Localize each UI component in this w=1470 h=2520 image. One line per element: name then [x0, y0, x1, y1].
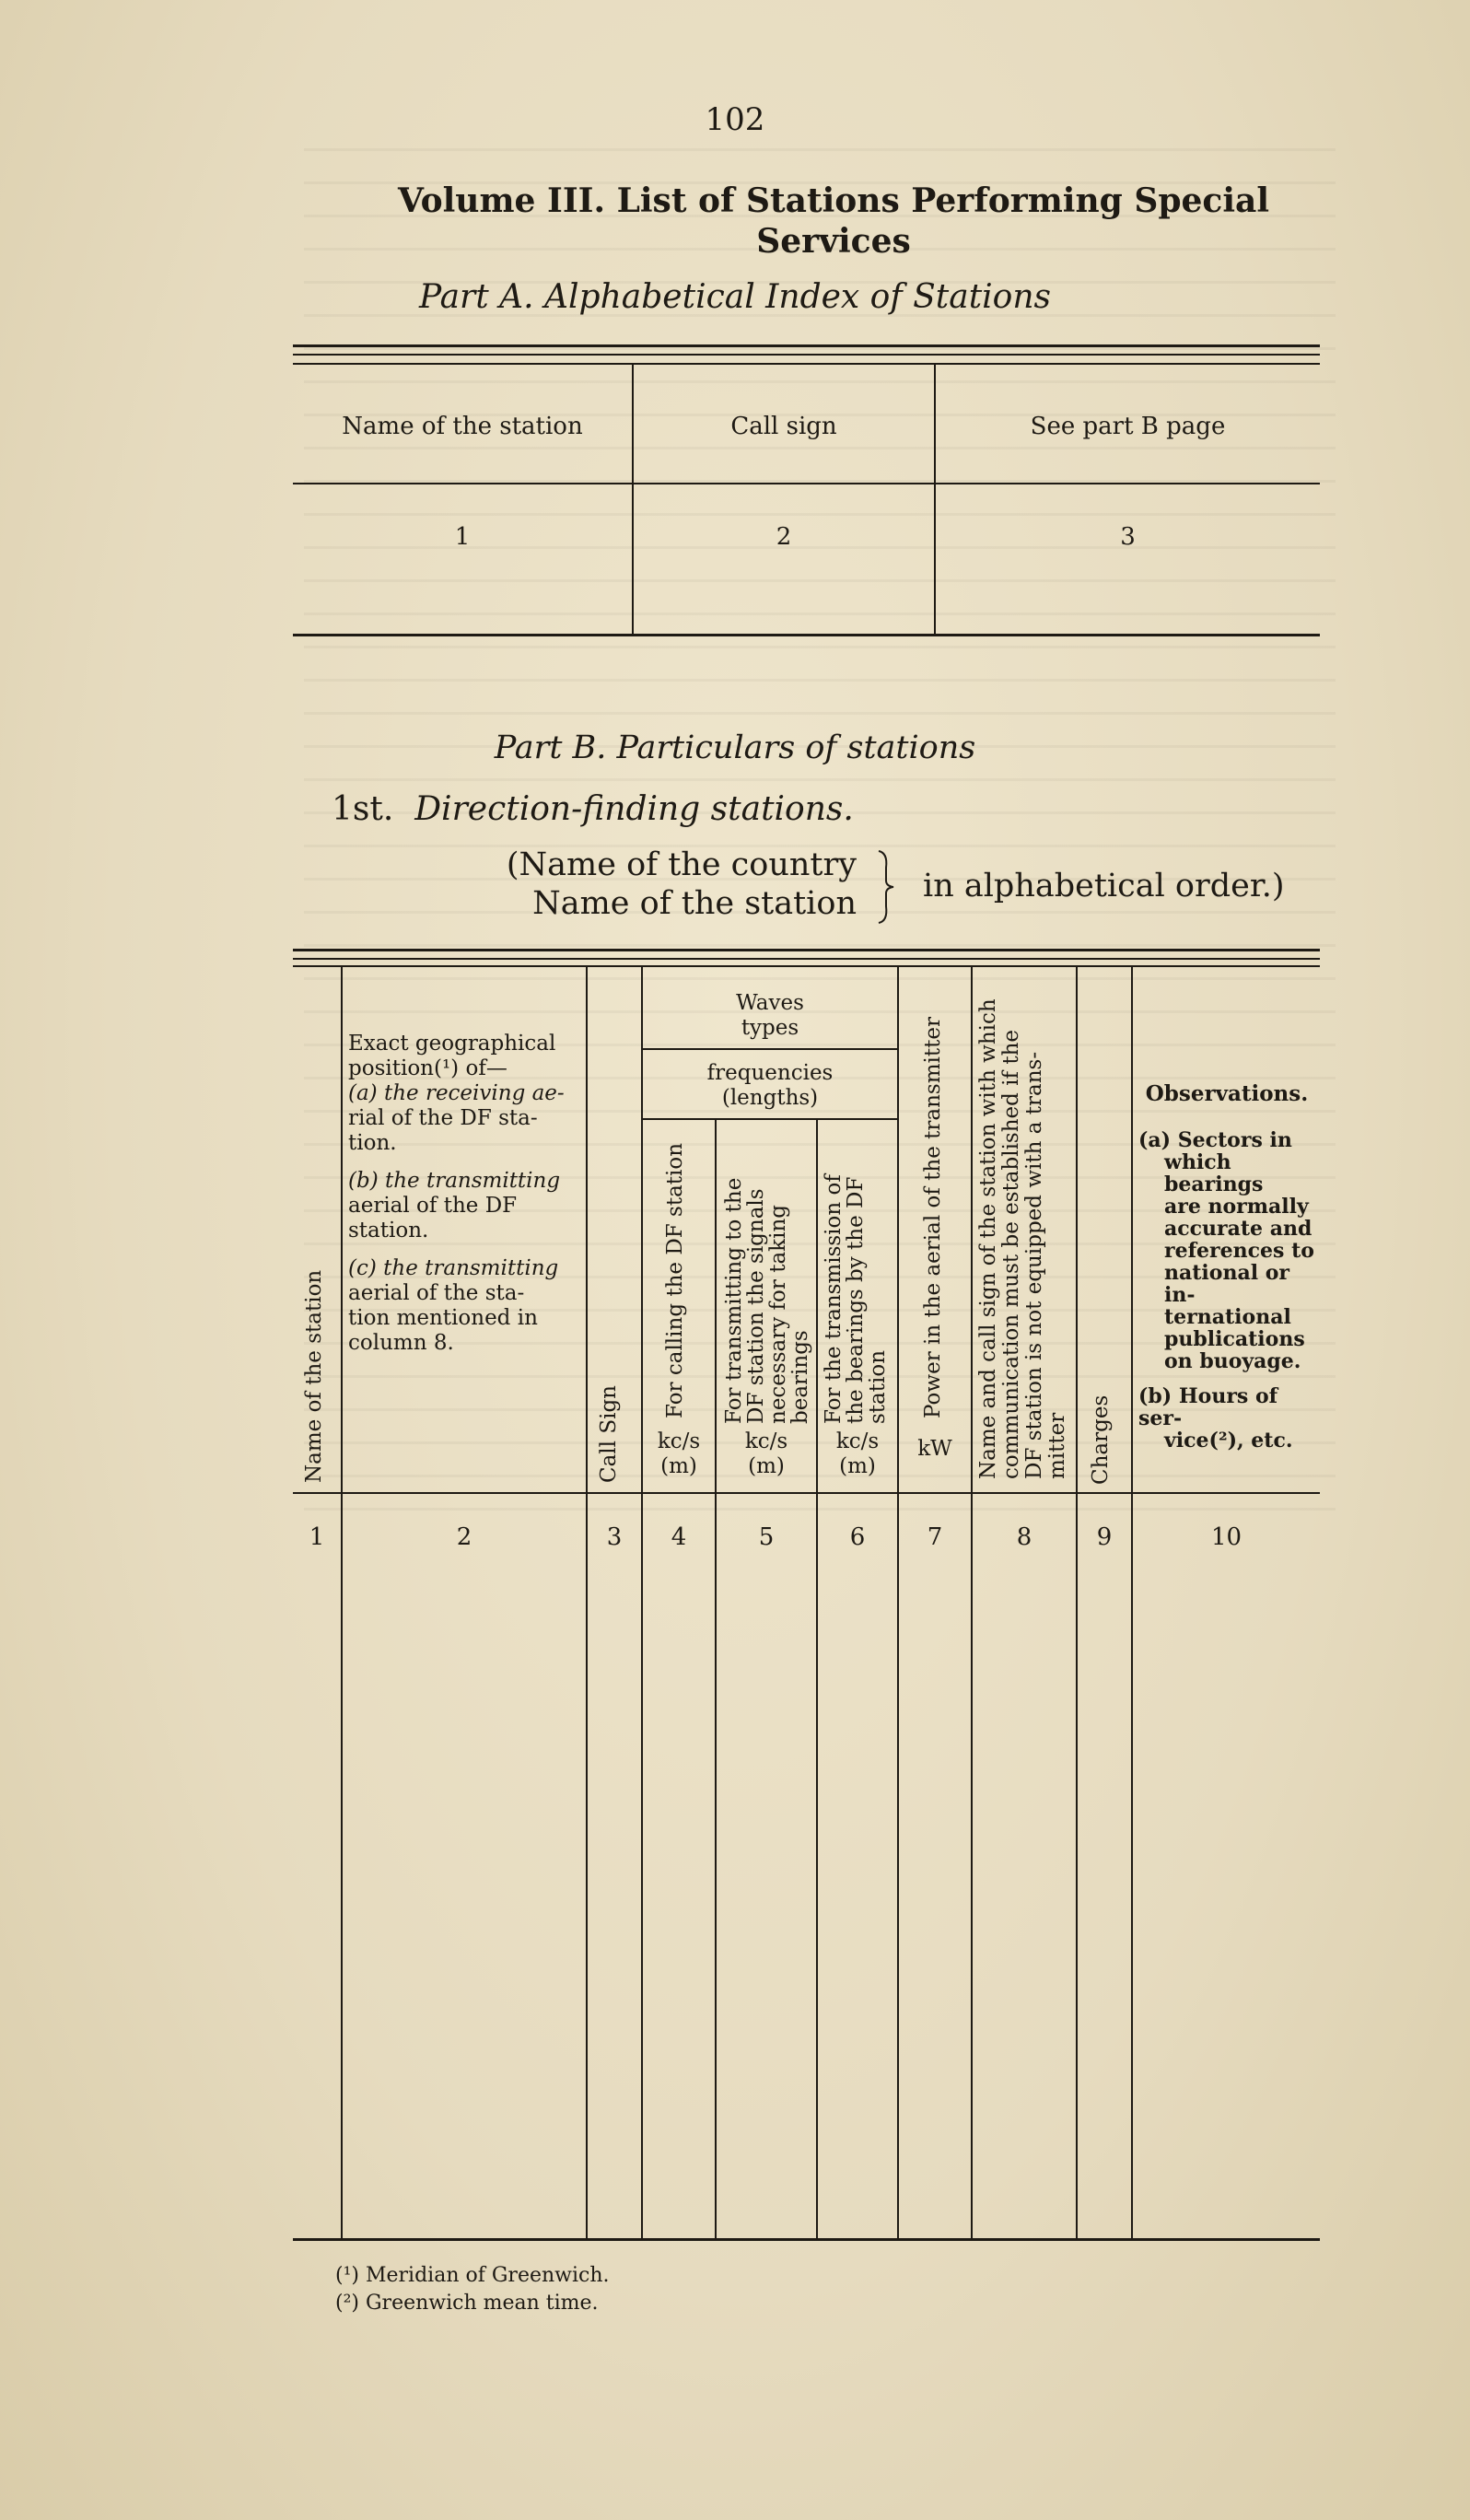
table-b-divider-7 — [971, 967, 973, 2238]
col8-line: communication must be established if the — [999, 1029, 1023, 1479]
table-a-divider-1 — [632, 365, 634, 634]
col2-gap — [348, 1243, 582, 1256]
freq-header — [643, 1061, 897, 1111]
table-a-top-rule-2 — [293, 354, 1320, 356]
col3-header: Call Sign — [597, 1385, 621, 1483]
col8-line: mitter — [1045, 1412, 1069, 1479]
table-b-divider-3 — [641, 967, 643, 2238]
col4-header: For calling the DF station — [663, 1142, 687, 1418]
table-a-bottom-rule — [293, 634, 1320, 636]
first-heading-number: 1st. — [332, 790, 394, 828]
table-b-divider-8 — [1076, 967, 1078, 2238]
col5-unit — [717, 1429, 816, 1479]
col5-line: For transmitting to the — [722, 1177, 746, 1424]
table-b-number-9: 9 — [1096, 1523, 1113, 1551]
table-b-top-rule-3 — [293, 965, 1320, 967]
table-b-number-10: 10 — [1210, 1523, 1242, 1551]
col10-title: Observations. — [1145, 1081, 1309, 1106]
unit-m: (m) — [748, 1454, 785, 1478]
order-suffix: in alphabetical order.) — [923, 868, 1285, 904]
table-b-divider-6 — [897, 967, 899, 2238]
volume-title-line2: Services — [756, 222, 911, 261]
table-b-header-rule — [293, 1492, 1320, 1494]
col7-header: Power in the aerial of the transmitter — [921, 1017, 945, 1418]
table-b-number-1: 1 — [309, 1523, 325, 1551]
col10-line: on buoyage. — [1164, 1349, 1301, 1373]
col2-header — [348, 1032, 582, 1356]
table-b-number-7: 7 — [927, 1523, 943, 1551]
table-a-header-callsign: Call sign — [730, 413, 837, 440]
table-b-number-5: 5 — [758, 1523, 775, 1551]
col8-line: Name and call sign of the station with which — [976, 998, 1000, 1479]
col9-header: Charges — [1089, 1394, 1113, 1485]
col10-body — [1138, 1129, 1319, 1452]
col6-line: station — [866, 1349, 890, 1424]
col10-line: publications — [1164, 1327, 1305, 1351]
col2-line: tion mentioned in — [348, 1306, 538, 1330]
footnote-2: (²) Greenwich mean time. — [335, 2292, 599, 2315]
table-a-top-rule — [293, 344, 1320, 347]
col2-gap — [348, 1156, 582, 1169]
col2-line: rial of the DF sta- — [348, 1106, 538, 1130]
table-b-number-6: 6 — [849, 1523, 866, 1551]
col4-unit — [643, 1429, 715, 1479]
page-number: 102 — [705, 101, 765, 138]
first-heading — [332, 790, 854, 828]
order-names — [479, 846, 857, 923]
unit-m: (m) — [839, 1454, 876, 1478]
col2-line: (b) the transmitting — [348, 1169, 561, 1193]
table-b-top-rule-2 — [293, 958, 1320, 960]
table-b-divider-2 — [586, 967, 588, 2238]
table-a-top-rule-3 — [293, 363, 1320, 365]
col2-line: column 8. — [348, 1331, 454, 1355]
waves-rule — [643, 1048, 897, 1050]
col5-line: bearings — [788, 1330, 812, 1424]
brace-icon — [875, 849, 897, 928]
col10-line: vice(²), etc. — [1164, 1429, 1293, 1452]
table-a-header-rule — [293, 483, 1320, 484]
footnote-1: (¹) Meridian of Greenwich. — [335, 2264, 610, 2287]
col5-header — [722, 1131, 811, 1424]
table-a-number-1: 1 — [454, 523, 471, 551]
first-heading-text: Direction-finding stations. — [414, 790, 854, 828]
table-b-divider-1 — [341, 967, 343, 2238]
col2-line: (a) the receiving ae- — [348, 1081, 565, 1105]
col7-unit: kW — [917, 1437, 952, 1461]
col6-header — [822, 1131, 895, 1424]
table-a-number-3: 3 — [1120, 523, 1136, 551]
waves-line-1: Waves — [736, 991, 804, 1015]
part-a-heading: Part A. Alphabetical Index of Stations — [418, 278, 1052, 316]
part-b-heading: Part B. Particulars of stations — [494, 729, 976, 766]
unit-m: (m) — [660, 1454, 697, 1478]
col8-line: DF station is not equipped with a trans- — [1022, 1051, 1046, 1479]
col10-line: references to — [1164, 1239, 1314, 1263]
table-b-number-2: 2 — [456, 1523, 472, 1551]
unit-kcs: kc/s — [744, 1429, 788, 1453]
table-b-divider-4 — [715, 1118, 717, 2238]
col6-unit — [818, 1429, 897, 1479]
col10-line: (a) Sectors in — [1138, 1128, 1292, 1152]
col5-line: DF station the signals — [744, 1188, 768, 1424]
table-a-header-name: Name of the station — [342, 413, 583, 440]
table-a-header-page: See part B page — [1030, 413, 1226, 440]
waves-line-2: types — [741, 1016, 799, 1040]
col10-line: national or in- — [1164, 1261, 1289, 1307]
col10-gap — [1138, 1372, 1319, 1385]
table-b-number-4: 4 — [671, 1523, 687, 1551]
freq-rule — [643, 1118, 897, 1120]
col2-line: station. — [348, 1219, 429, 1242]
freq-line-1: frequencies — [706, 1061, 834, 1085]
table-a-divider-2 — [934, 365, 936, 634]
col10-line: accurate and — [1164, 1217, 1312, 1241]
unit-kcs: kc/s — [657, 1429, 701, 1453]
waves-header — [643, 991, 897, 1041]
volume-title-line1: Volume III. List of Stations Performing Special — [397, 181, 1270, 220]
freq-line-2: (lengths) — [721, 1086, 819, 1110]
unit-kcs: kc/s — [835, 1429, 880, 1453]
table-b-number-8: 8 — [1016, 1523, 1032, 1551]
col2-line: tion. — [348, 1131, 397, 1155]
col10-line: are normally — [1164, 1195, 1309, 1219]
col10-line: which bearings — [1164, 1150, 1264, 1196]
table-b-bottom-rule — [293, 2238, 1320, 2241]
volume-title — [341, 181, 1326, 262]
order-line-1: (Name of the country — [506, 846, 857, 883]
col10-line: (b) Hours of ser- — [1138, 1384, 1278, 1430]
col10-line: ternational — [1164, 1305, 1291, 1329]
col5-line: necessary for taking — [766, 1205, 790, 1424]
col8-header — [976, 967, 1072, 1483]
col2-line: Exact geographical — [348, 1032, 556, 1056]
table-a-number-2: 2 — [776, 523, 792, 551]
col6-line: For the transmission of — [822, 1174, 846, 1424]
table-b-divider-9 — [1131, 967, 1133, 2238]
col1-header: Name of the station — [302, 1269, 326, 1483]
col2-line: aerial of the sta- — [348, 1281, 525, 1305]
col2-line: (c) the transmitting — [348, 1256, 559, 1280]
col6-line: the bearings by the DF — [844, 1176, 868, 1424]
order-line-2: Name of the station — [532, 885, 857, 922]
table-b-top-rule — [293, 949, 1320, 951]
col2-line: aerial of the DF — [348, 1194, 518, 1218]
table-b-number-3: 3 — [606, 1523, 623, 1551]
table-b-divider-5 — [816, 1118, 818, 2238]
col2-line: position(¹) of— — [348, 1056, 508, 1080]
